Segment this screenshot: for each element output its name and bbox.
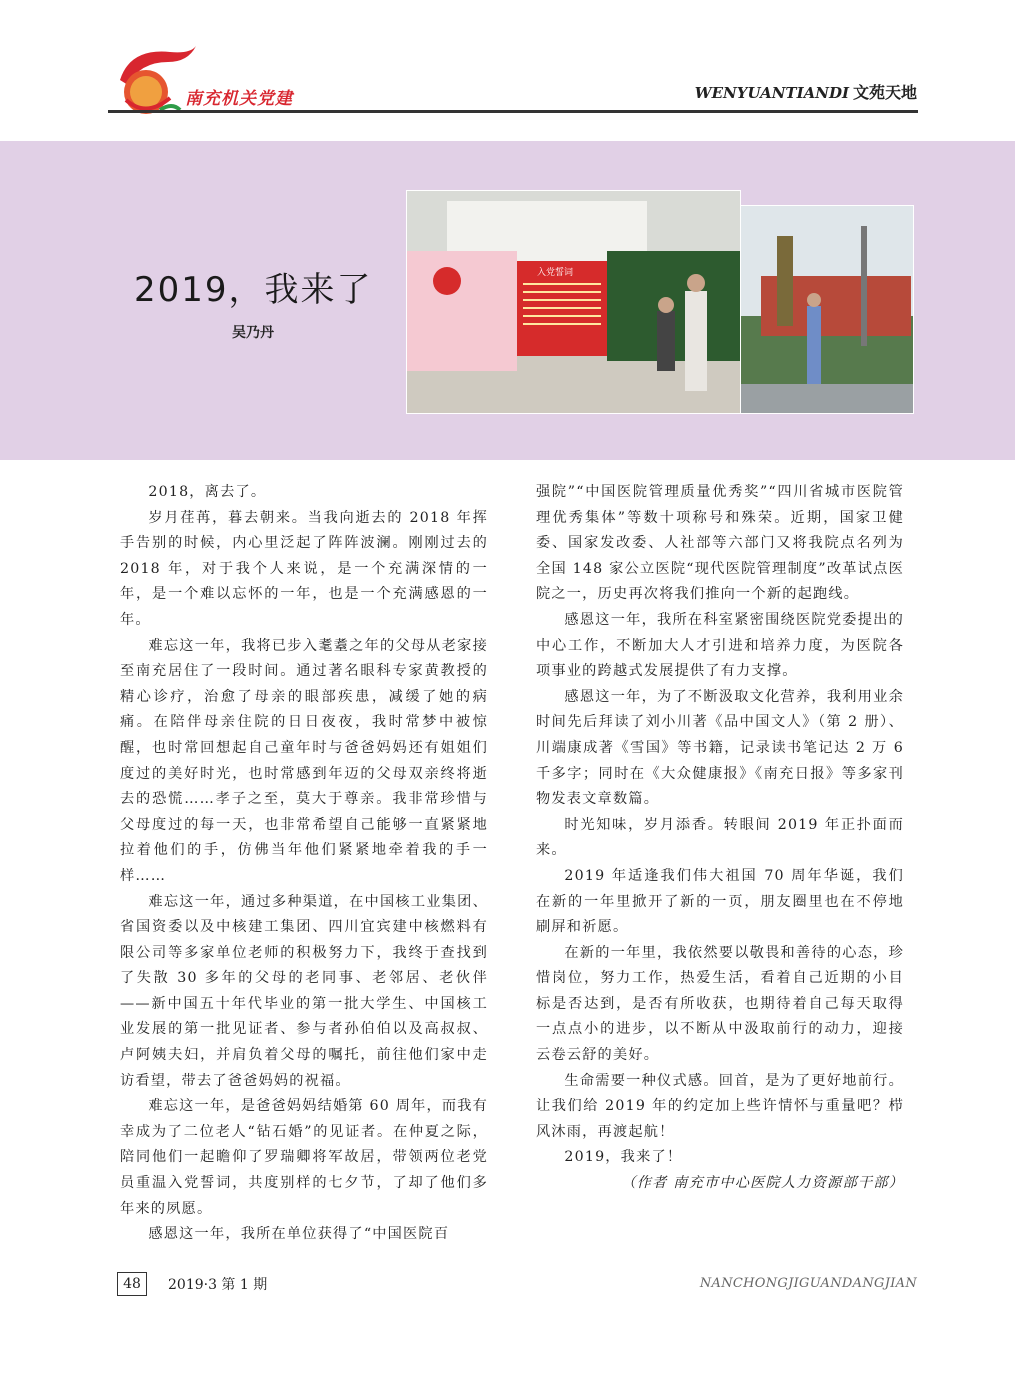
page-number: 48 [117, 1272, 147, 1296]
paragraph: 强院”“中国医院管理质量优秀奖”“四川省城市医院管理优秀集体”等数十项称号和殊荣。近期，国家卫健委、国家发改委、人社部等六部门又将我院点名列为全国 148 家公立医院“现代医院管理制度”改革试点医院之一，历史再次将我们推向一个新的起跑线。 [536, 484, 904, 603]
paragraph: 感恩这一年，为了不断汲取文化营养，我利用业余时间先后拜读了刘小川著《品中国文人》（第 2 册）、川端康成著《雪国》等书籍，记录读书笔记达 2 万 6 千多字；同时在《大众健康报》《南充日报》等多家刊物发表文章数篇。 [536, 688, 904, 808]
section-title-cn: 文苑天地 [852, 83, 917, 102]
body-column-right [536, 480, 904, 1197]
header-divider [108, 110, 918, 113]
paragraph: 难忘这一年，是爸爸妈妈结婚第 60 周年，而我有幸成为了二位老人“钻石婚”的见证者。在仲夏之际，陪同他们一起瞻仰了罗瑞卿将军故居，带领两位老党员重温入党誓词，共度别样的七夕节，了却了他们多年来的夙愿。 [120, 1098, 489, 1217]
paragraph: 岁月荏苒，暮去朝来。当我向逝去的 2018 年挥手告别的时候，内心里泛起了阵阵波澜。刚刚过去的 2018 年，对于我个人来说，是一个充满深情的一年，是一个难以忘怀的一年，也是一个充满感恩的一年。 [120, 509, 488, 628]
page-footer [0, 1270, 1015, 1310]
paragraph: 生命需要一种仪式感。回首，是为了更好地前行。让我们给 2019 年的约定加上些许情怀与重量吧？栉风沐雨，再渡起航！ [536, 1072, 904, 1140]
paragraph: 感恩这一年，我所在科室紧密围绕医院党委提出的中心工作，不断加大人才引进和培养力度，为医院各项事业的跨越式发展提供了有力支撑。 [536, 611, 904, 680]
section-title-latin: WENYUANTIANDI [694, 84, 849, 102]
paragraph: 时光知味，岁月添香。转眼间 2019 年正扑面而来。 [536, 816, 904, 859]
paragraph: 感恩这一年，我所在单位获得了“中国医院百 [148, 1226, 450, 1243]
paragraph: 难忘这一年，我将已步入耄耋之年的父母从老家接至南充居住了一段时间。通过著名眼科专家黄教授的精心诊疗，治愈了母亲的眼部疾患，减缓了她的病痛。在陪伴母亲住院的日日夜夜，我时常梦中被惊醒，也时常回想起自己童年时与爸爸妈妈还有姐姐们度过的美好时光，也时常感到年迈的父母双亲终将逝去的恐慌……孝子之至，莫大于尊亲。我非常珍惜与父母度过的每一天，也非常希望自己能够一直紧紧地拉着他们的手，仿佛当年他们紧紧地牵着我的手一样…… [120, 637, 488, 884]
author-signature: （作者 南充市中心医院人力资源部干部） [621, 1175, 904, 1192]
paragraph: 在新的一年里，我依然要以敬畏和善待的心态，珍惜岗位，努力工作，热爱生活，看着自己近期的小目标是否达到，是否有所收获，也期待着自己每天取得一点点小的进步，以不断从中汲取前行的动力，迎接云卷云舒的美好。 [536, 944, 904, 1064]
article-title: 2019，我来了 [134, 270, 373, 310]
section-title [695, 80, 917, 103]
paragraph: 2019，我来了！ [564, 1149, 683, 1166]
issue-label: 2019·3 第 1 期 [168, 1277, 268, 1293]
photo-oath-ceremony [406, 190, 741, 414]
page-header [0, 0, 1015, 130]
oath-sign-text: 入党誓词 [537, 268, 574, 278]
article-author: 吴乃丹 [232, 325, 274, 341]
brand-title: 南充机关党建 [185, 89, 293, 109]
paragraph: 难忘这一年，通过多种渠道，在中国核工业集团、省国资委以及中核建工集团、四川宜宾建中核燃料有限公司等多家单位老师的积极努力下，我终于查找到了失散 30 多年的父母的老同事、老邻居、老伙伴——新中国五十年代毕业的第一批大学生、中国核工业发展的第一批见证者、参与者孙伯伯以及高叔叔、卢阿姨夫妇，并肩负着父母的嘱托，前往他们家中走访看望，带去了爸爸妈妈的祝福。 [120, 893, 488, 1089]
paragraph: 2019 年适逢我们伟大祖国 70 周年华诞，我们在新的一年里掀开了新的一页，朋友圈里也在不停地刷屏和祈愿。 [536, 867, 904, 936]
photo-memorial [740, 205, 914, 414]
body-column-left [120, 480, 488, 1248]
journal-name: NANCHONGJIGUANDANGJIAN [699, 1276, 917, 1291]
paragraph: 2018，离去了。 [148, 484, 267, 500]
